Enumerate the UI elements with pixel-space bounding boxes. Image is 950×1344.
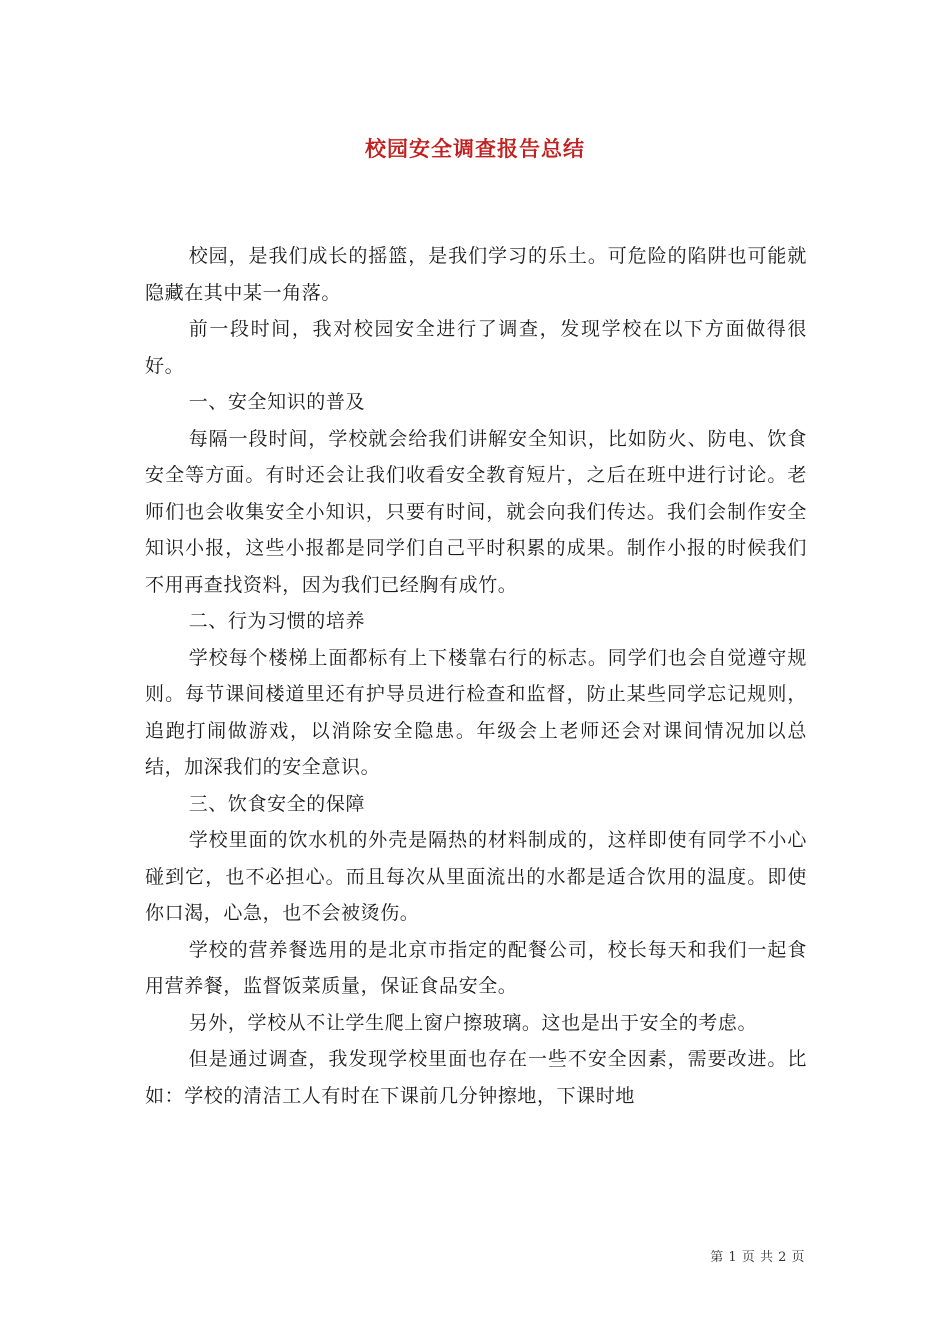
document-body [145, 238, 807, 1114]
paragraph: 但是通过调查，我发现学校里面也存在一些不安全因素，需要改进。比如：学校的清洁工人有时在下课前几分钟擦地，下课时地 [145, 1048, 807, 1107]
section-heading: 三、饮食安全的保障 [188, 792, 366, 815]
document-title [0, 133, 950, 165]
section-heading: 一、安全知识的普及 [188, 391, 366, 413]
document-title-text: 校园安全调查报告总结 [365, 136, 585, 161]
paragraph: 每隔一段时间，学校就会给我们讲解安全知识，比如防火、防电、饮食安全等方面。有时还会让我们收看安全教育短片，之后在班中进行讨论。老师们也会收集安全小知识，只要有时间，就会向我们传达。我们会制作安全知识小报，这些小报都是同学们自己平时积累的成果。制作小报的时候我们不用再查找资料，因为我们已经胸有成竹。 [145, 427, 807, 596]
paragraph: 学校里面的饮水机的外壳是隔热的材料制成的，这样即使有同学不小心碰到它，也不必担心。而且每次从里面流出的水都是适合饮用的温度。即使你口渴，心急，也不会被烫伤。 [145, 829, 807, 924]
paragraph: 学校每个楼梯上面都标有上下楼靠右行的标志。同学们也会自觉遵守规则。每节课间楼道里还有护导员进行检查和监督，防止某些同学忘记规则，追跑打闹做游戏，以消除安全隐患。年级会上老师还会对课间情况加以总结，加深我们的安全意识。 [145, 646, 807, 778]
paragraph: 学校的营养餐选用的是北京市指定的配餐公司，校长每天和我们一起食用营养餐，监督饭菜质量，保证食品安全。 [145, 938, 807, 997]
page-number-footer: 第 1 页 共 2 页 [710, 1250, 805, 1265]
paragraph: 前一段时间，我对校园安全进行了调查，发现学校在以下方面做得很好。 [145, 318, 807, 377]
section-heading: 二、行为习惯的培养 [188, 610, 366, 632]
paragraph: 另外，学校从不让学生爬上窗户擦玻璃。这也是出于安全的考虑。 [188, 1011, 758, 1034]
paragraph: 校园，是我们成长的摇篮，是我们学习的乐土。可危险的陷阱也可能就隐藏在其中某一角落。 [145, 245, 807, 304]
